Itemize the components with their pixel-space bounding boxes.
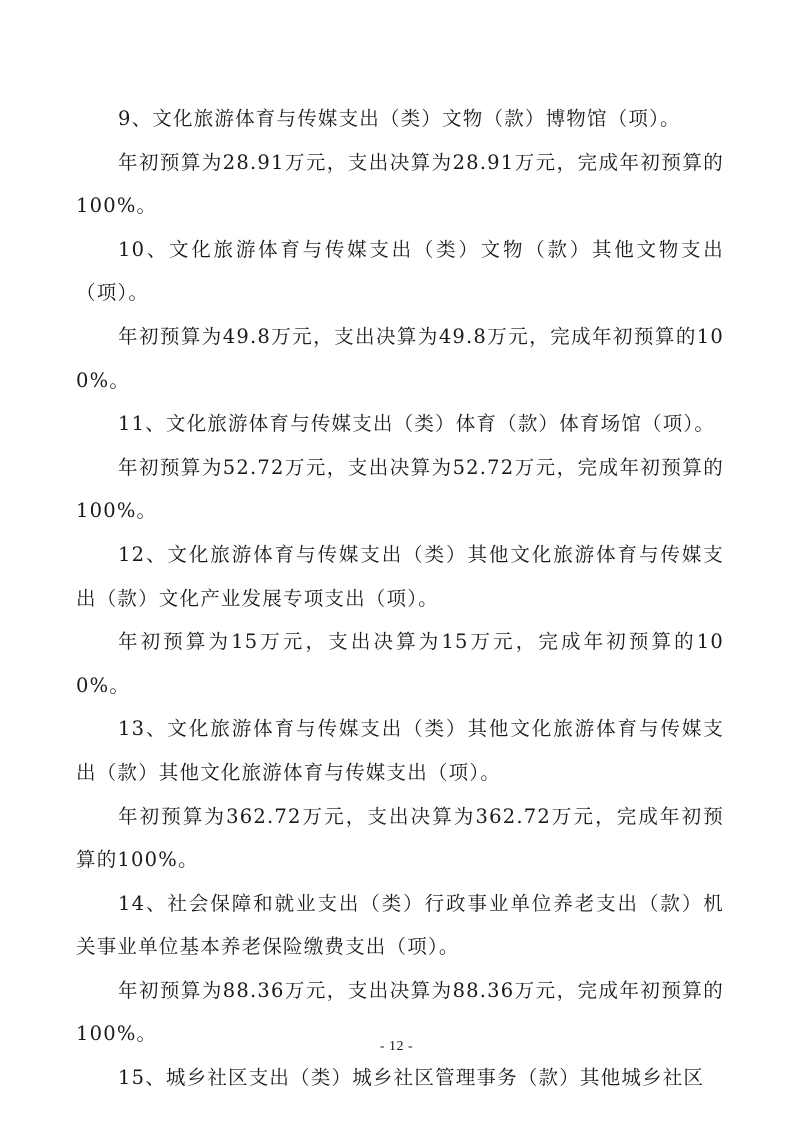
item-12-heading: 12、文化旅游体育与传媒支出（类）其他文化旅游体育与传媒支出（款）文化产业发展专项支出（项）。	[76, 542, 724, 610]
item-9-heading: 9、文化旅游体育与传媒支出（类）文物（款）博物馆（项）。	[118, 107, 681, 130]
page-number: - 12 -	[379, 1039, 414, 1054]
item-14-budget-text: 年初预算为88.36万元，支出决算为88.36万元，完成年初预算的100%。	[76, 978, 724, 1046]
item-10-heading: 10、文化旅游体育与传媒支出（类）文物（款）其他文物支出（项）。	[76, 237, 724, 305]
item-13-budget-text: 年初预算为362.72万元，支出决算为362.72万元，完成年初预算的100%。	[76, 804, 724, 872]
item-11-heading: 11、文化旅游体育与传媒支出（类）体育（款）体育场馆（项）。	[118, 412, 716, 436]
item-13-heading: 13、文化旅游体育与传媒支出（类）其他文化旅游体育与传媒支出（款）其他文化旅游体育与传媒支出（项）。	[76, 717, 724, 784]
item-12-budget-text: 年初预算为15万元，支出决算为15万元，完成年初预算的100%。	[76, 630, 724, 697]
item-11-budget-text: 年初预算为52.72万元，支出决算为52.72万元，完成年初预算的100%。	[76, 455, 724, 523]
item-10-budget-text: 年初预算为49.8万元，支出决算为49.8万元，完成年初预算的100%。	[76, 324, 724, 392]
item-15-heading: 15、城乡社区支出（类）城乡社区管理事务（款）其他城乡社区	[118, 1066, 705, 1090]
item-9-budget-text: 年初预算为28.91万元，支出决算为28.91万元，完成年初预算的100%。	[76, 150, 724, 218]
document-body	[76, 97, 724, 1100]
item-14-heading: 14、社会保障和就业支出（类）行政事业单位养老支出（款）机关事业单位基本养老保险缴费支出（项）。	[76, 891, 724, 959]
